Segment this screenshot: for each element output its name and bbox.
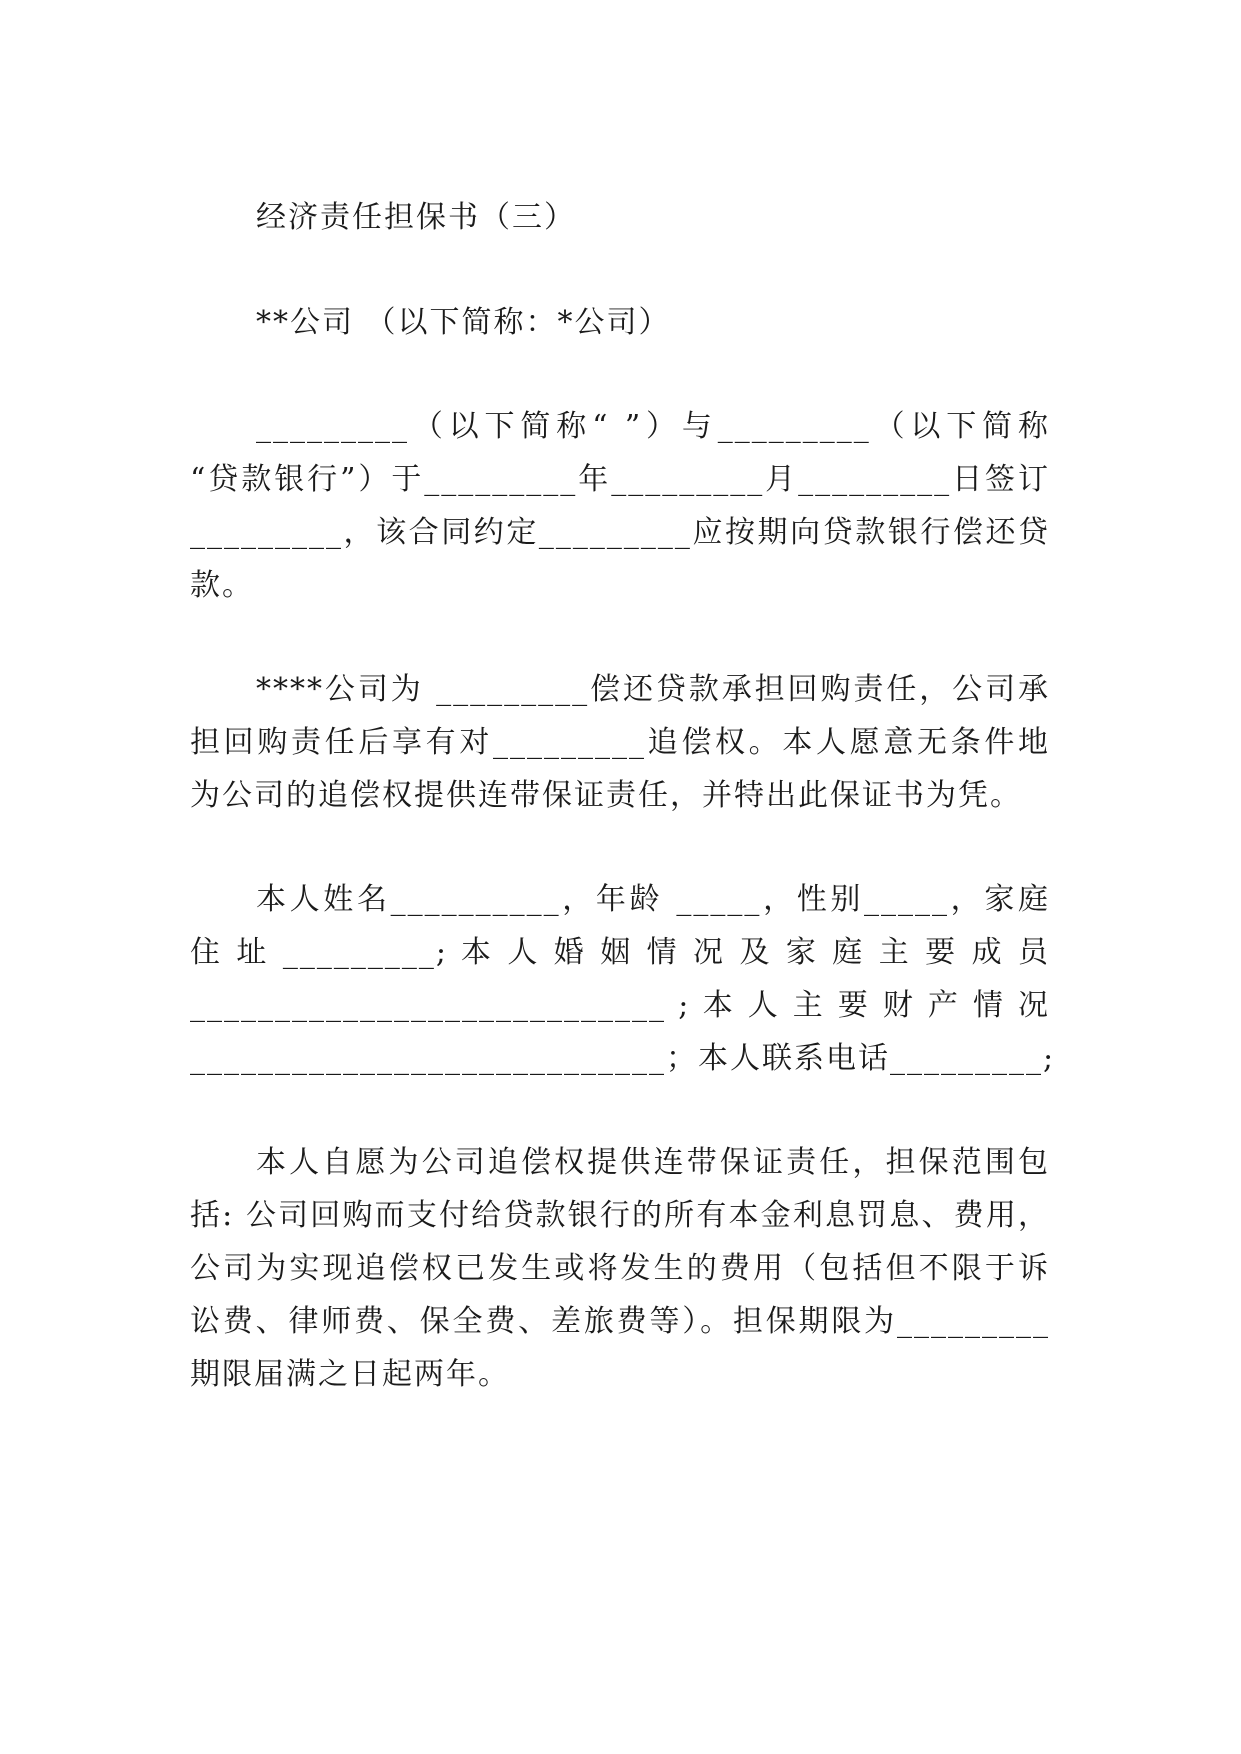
paragraph-1-line-2: “贷款银行”）于_________年_________月_________日签订 bbox=[190, 462, 1050, 497]
paragraph-3-line-2: 住 址 _________; 本 人 婚 姻 情 况 及 家 庭 主 要 成 员 bbox=[190, 935, 1050, 970]
paragraph-4-line-4: 讼费、律师费、保全费、差旅费等）。担保期限为_________ bbox=[190, 1304, 1050, 1339]
paragraph-1-line-4: 款。 bbox=[190, 568, 254, 603]
paragraph-3-line-1: 本人姓名__________，年龄 _____，性别_____，家庭 bbox=[256, 882, 1050, 917]
paragraph-2-line-1: ****公司为 _________偿还贷款承担回购责任，公司承 bbox=[256, 672, 1050, 707]
addressee-line: **公司 （以下简称：*公司） bbox=[256, 305, 671, 340]
paragraph-3-line-4: ____________________________；本人联系电话_________; bbox=[190, 1041, 1056, 1076]
paragraph-2-line-2: 担回购责任后享有对_________追偿权。本人愿意无条件地 bbox=[190, 725, 1050, 760]
document-title: 经济责任担保书（三） bbox=[256, 200, 576, 235]
paragraph-4-line-5: 期限届满之日起两年。 bbox=[190, 1357, 510, 1392]
paragraph-4-line-2: 括: 公司回购而支付给贷款银行的所有本金利息罚息、费用， bbox=[190, 1198, 1050, 1233]
paragraph-4-line-3: 公司为实现追偿权已发生或将发生的费用（包括但不限于诉 bbox=[190, 1251, 1050, 1286]
paragraph-1-line-1: _________（以下简称“ ”）与_________（以下简称 bbox=[256, 409, 1050, 444]
paragraph-4-line-1: 本人自愿为公司追偿权提供连带保证责任，担保范围包 bbox=[256, 1145, 1050, 1180]
paragraph-1-line-3: _________，该合同约定_________应按期向贷款银行偿还贷 bbox=[190, 515, 1050, 550]
paragraph-3-line-3: ____________________________ ; 本 人 主 要 财 产 情 况 bbox=[190, 988, 1050, 1023]
paragraph-2-line-3: 为公司的追偿权提供连带保证责任，并特出此保证书为凭。 bbox=[190, 778, 1022, 813]
